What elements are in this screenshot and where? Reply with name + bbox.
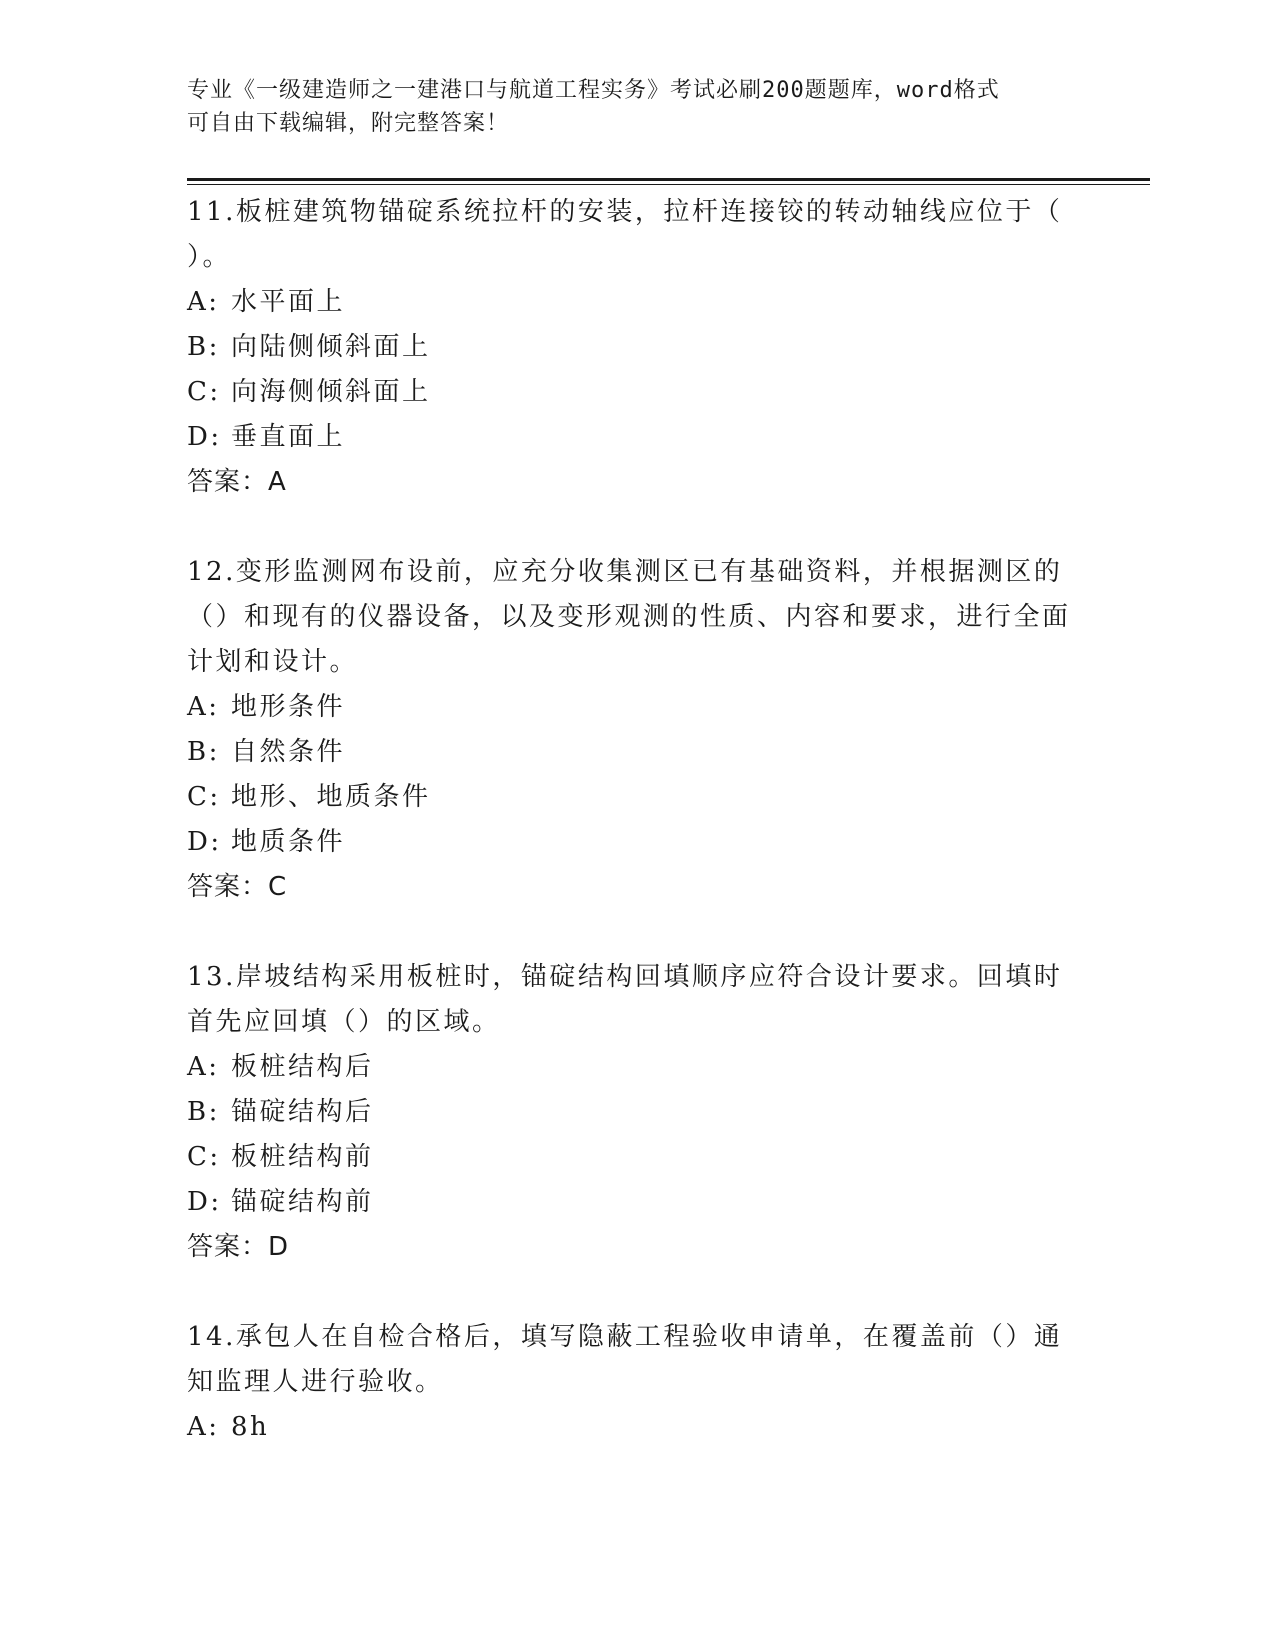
question-text: 13.岸坡结构采用板桩时，锚碇结构回填顺序应符合设计要求。回填时首先应回填（）的区域。 — [187, 962, 1063, 1037]
option-label: A: — [187, 692, 220, 722]
header-divider-thin — [187, 184, 1150, 185]
option-label: D: — [187, 1187, 222, 1217]
option-text: 向海侧倾斜面上 — [231, 377, 431, 407]
option-d — [187, 1180, 1087, 1225]
option-text: 向陆侧倾斜面上 — [231, 332, 431, 362]
option-a — [187, 280, 1087, 325]
answer-line: 答案：A — [187, 467, 287, 497]
question-text: 12.变形监测网布设前，应充分收集测区已有基础资料，并根据测区的（）和现有的仪器设备，以及变形观测的性质、内容和要求，进行全面计划和设计。 — [187, 557, 1071, 677]
question-14 — [187, 1315, 1087, 1450]
option-text: 板桩结构前 — [231, 1142, 374, 1172]
option-a — [187, 1045, 1087, 1090]
option-a — [187, 1405, 1087, 1450]
option-text: 板桩结构后 — [231, 1052, 374, 1082]
option-label: D: — [187, 827, 222, 857]
question-11 — [187, 190, 1087, 505]
question-spacer — [187, 910, 1087, 955]
option-label: B: — [187, 332, 220, 362]
option-text: 自然条件 — [231, 737, 346, 767]
option-label: B: — [187, 1097, 220, 1127]
option-d — [187, 820, 1087, 865]
option-text: 8h — [231, 1412, 270, 1442]
option-text: 锚碇结构后 — [231, 1097, 374, 1127]
answer-line: 答案：D — [187, 1232, 290, 1262]
header-line-2: 可自由下载编辑，附完整答案！ — [187, 111, 510, 136]
option-label: A: — [187, 1052, 220, 1082]
option-b — [187, 730, 1087, 775]
option-b — [187, 325, 1087, 370]
option-label: C: — [187, 782, 221, 812]
option-c — [187, 1135, 1087, 1180]
option-text: 地质条件 — [231, 827, 346, 857]
question-13 — [187, 955, 1087, 1270]
option-text: 垂直面上 — [231, 422, 346, 452]
option-b — [187, 1090, 1087, 1135]
option-label: C: — [187, 377, 221, 407]
option-label: B: — [187, 737, 220, 767]
option-label: A: — [187, 1412, 220, 1442]
option-text: 地形、地质条件 — [231, 782, 431, 812]
option-text: 锚碇结构前 — [231, 1187, 374, 1217]
question-list — [187, 190, 1087, 1450]
option-c — [187, 370, 1087, 415]
option-d — [187, 415, 1087, 460]
question-spacer — [187, 505, 1087, 550]
header-line-1: 专业《一级建造师之一建港口与航道工程实务》考试必刷200题题库，word格式 — [187, 78, 1000, 103]
question-text: 14.承包人在自检合格后，填写隐蔽工程验收申请单，在覆盖前（）通知监理人进行验收。 — [187, 1322, 1063, 1397]
option-text: 地形条件 — [231, 692, 346, 722]
option-a — [187, 685, 1087, 730]
option-label: A: — [187, 287, 220, 317]
question-spacer — [187, 1270, 1087, 1315]
option-label: D: — [187, 422, 222, 452]
option-c — [187, 775, 1087, 820]
answer-line: 答案：C — [187, 872, 288, 902]
question-text: 11.板桩建筑物锚碇系统拉杆的安装，拉杆连接铰的转动轴线应位于（ ）。 — [187, 197, 1063, 272]
option-text: 水平面上 — [231, 287, 346, 317]
option-label: C: — [187, 1142, 221, 1172]
document-header — [187, 74, 1067, 140]
header-divider-thick — [187, 178, 1150, 181]
question-12 — [187, 550, 1087, 910]
